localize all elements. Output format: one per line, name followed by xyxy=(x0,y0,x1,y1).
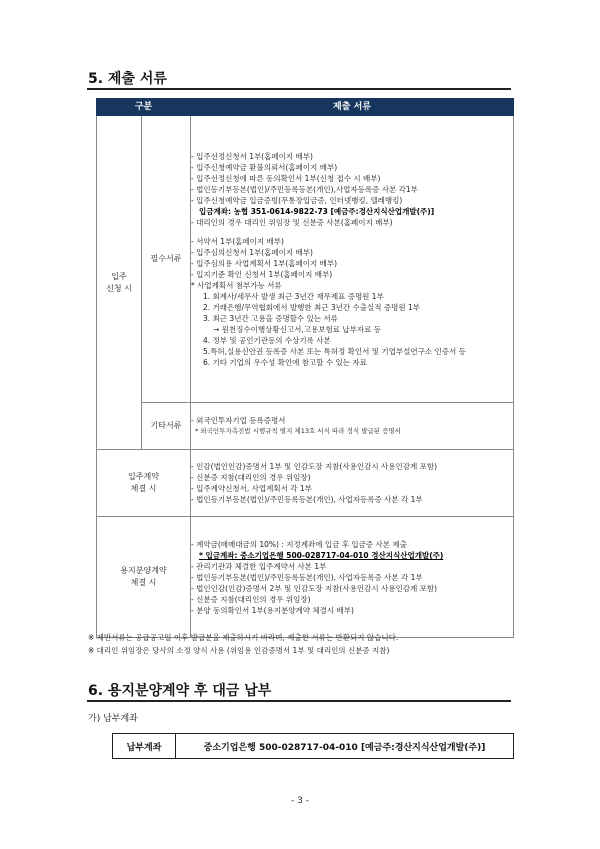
footnote: ※ 제반서류는 공급공고일 이후 발급분을 제출하시기 바라며, 제출한 서류는 반환되지 않습니다. xyxy=(88,633,399,642)
list-item: - 신분증 지참(대리인의 경우 위임장) xyxy=(191,594,311,604)
list-item: * 외국인투자촉진법 시행규칙 별지 제13호 서식 따라 정식 발급된 증명서 xyxy=(195,427,401,435)
land-sale-documents-cell xyxy=(191,517,514,638)
list-item: - 법인등기부등본(법인)/주민등록등본(개인), 사업자등록증 사본 각 1부 xyxy=(191,572,423,582)
list-item: 2. 거래은행/무역협회에서 발행한 최근 3년간 수출실적 증명원 1부 xyxy=(203,302,421,312)
occupancy-application-label: 입주 신청 시 xyxy=(97,116,142,450)
deposit-account: 입금계좌: 농협 351-0614-9822-73 [예금주:경산지식산업개발(주)] xyxy=(199,206,435,216)
list-item: - 외국인투자기업 등록증명서 xyxy=(191,416,286,425)
list-item: - 법인인감(인감)증명서 2부 및 인감도장 지참(사용인감시 사용인감계 포함) xyxy=(191,583,437,593)
sale-deposit-account: * 입금계좌: 중소기업은행 500-028717-04-010 경산지식산업개발(주) xyxy=(199,550,444,560)
footnotes xyxy=(88,631,398,657)
list-item: - 계약금(매매대금의 10%) : 지정계좌에 입금 후 입금증 사본 제출 xyxy=(191,539,407,549)
list-item: - 관리기관과 체결한 입주계약서 사본 1부 xyxy=(191,561,327,571)
list-item: - 입주심의용 사업계획서 1부(홈페이지 배부) xyxy=(191,258,338,268)
list-item: - 입주신청예약금 환불의뢰서(홈페이지 배부) xyxy=(191,162,338,172)
list-item: - 입주심의신청서 1부(홈페이지 배부) xyxy=(191,247,313,257)
list-item: 6. 기타 기업의 우수성 확인에 참고할 수 있는 자료 xyxy=(203,357,367,367)
header-documents: 제출 서류 xyxy=(191,99,514,116)
table-row-occupancy-other xyxy=(97,403,514,450)
submission-documents-table xyxy=(96,98,514,638)
list-item: - 인감(법인인감)증명서 1부 및 인감도장 지참(사용인감시 사용인감계 포함) xyxy=(191,462,437,471)
contract-label: 입주계약 체결 시 xyxy=(97,450,191,517)
list-item: → 원천징수이행상황신고서,고용보험료 납부자료 등 xyxy=(213,324,381,334)
list-item: - 입지기준 확인 신청서 1부(홈페이지 배부) xyxy=(191,269,333,279)
table-row-contract xyxy=(97,450,514,517)
contract-documents-cell xyxy=(191,450,514,517)
list-item: - 법인등기부등본(법인)/주민등록등본(개인), 사업자등록증 사본 각 1부 xyxy=(191,495,423,504)
list-item: - 법인등기부등본(법인)/주민등록등본(개인),사업자등록증 사본 각1부 xyxy=(191,184,418,194)
list-item: - 신분증 지참(대리인의 경우 위임장) xyxy=(191,473,311,482)
required-documents-label: 필수서류 xyxy=(142,116,191,403)
payment-account-box xyxy=(112,733,514,759)
page-number: - 3 - xyxy=(291,796,309,806)
list-item: 1. 회계사/세무사 발생 최근 3년간 재무제표 증명원 1부 xyxy=(203,291,384,301)
list-item: 3. 최근 3년간 고용을 증명할수 있는 서류 xyxy=(203,313,338,323)
table-row-occupancy-required xyxy=(97,116,514,403)
plan-attachment-title: * 사업계획서 첨부가능 서류 xyxy=(191,280,282,290)
list-item: - 입주선정신청에 따른 동의확인서 1부(신청 접수 시 배부) xyxy=(191,173,381,183)
section-6-title: 6. 용지분양계약 후 대금 납부 xyxy=(88,683,272,699)
list-item: - 입주계약신청서, 사업계획서 각 1부 xyxy=(191,484,312,493)
list-item: - 분양 동의확인서 1부(용지분양계약 체결시 배부) xyxy=(191,605,354,615)
list-item: 4. 정부 및 공인기관등의 수상기록 사본 xyxy=(203,335,331,345)
list-item: - 대리인의 경우 대리인 위임장 및 신분증 사본(홈페이지 배부) xyxy=(191,217,393,227)
section-5-rule xyxy=(87,88,511,90)
land-sale-label: 용지분양계약 체결 시 xyxy=(97,517,191,638)
section-5-title: 5. 제출 서류 xyxy=(88,71,167,87)
table-header-row xyxy=(97,99,514,116)
payment-account-value: 중소기업은행 500-028717-04-010 [예금주:경산지식산업개발(주)] xyxy=(203,742,486,753)
other-documents-label: 기타서류 xyxy=(142,403,191,450)
spacer xyxy=(191,228,513,236)
payment-account-label: 납부계좌 xyxy=(113,734,176,758)
required-documents-cell xyxy=(191,116,514,403)
table-row-land-sale xyxy=(97,517,514,638)
list-item: 5.특허,실용신안권 등록증 사본 또는 특허정 확인서 및 기업부설연구소 인증서 등 xyxy=(203,346,466,356)
other-documents-cell xyxy=(191,403,514,450)
payment-account-subheading: 가) 납부계좌 xyxy=(88,714,138,724)
header-category: 구분 xyxy=(97,99,191,116)
list-item: - 입주선정신청서 1부(홈페이지 배부) xyxy=(191,151,313,161)
list-item: - 입주신청예약금 입금증빙(무통장입금증, 인터넷뱅킹, 텔레뱅킹) xyxy=(191,195,403,205)
footnote: ※ 대리인 위임장은 당사의 소정 양식 사용 (위임용 인감증명서 1부 및 대리인의 신분증 지참) xyxy=(88,646,390,655)
section-6-rule xyxy=(87,700,511,702)
list-item: - 서약서 1부(홈페이지 배부) xyxy=(191,236,284,246)
